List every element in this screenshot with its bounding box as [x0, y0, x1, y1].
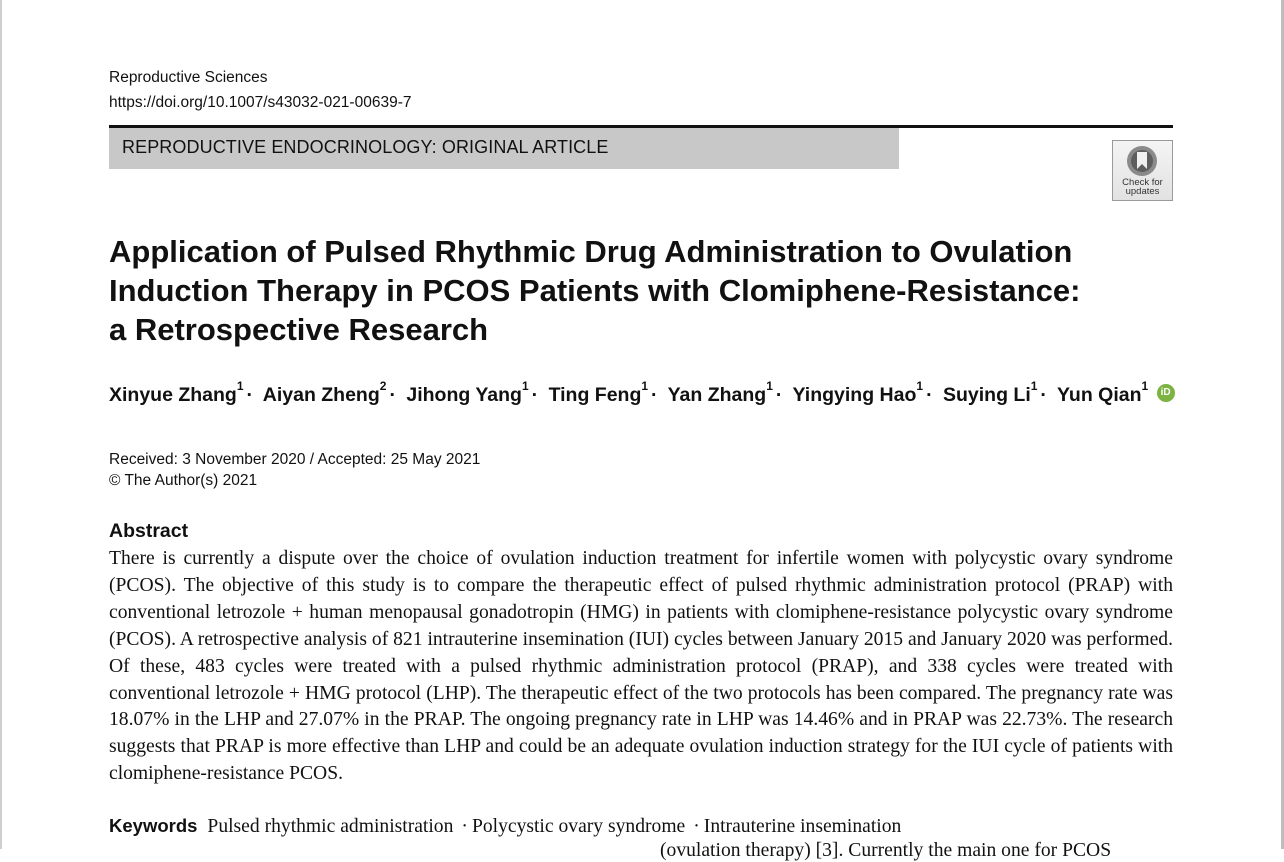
keywords-row [109, 815, 901, 838]
check-for-updates-button[interactable] [1112, 140, 1173, 201]
author-name[interactable]: Ting Feng$^1$ [548, 379, 649, 406]
section-label: REPRODUCTIVE ENDOCRINOLOGY: ORIGINAL ARTICLE [122, 137, 609, 157]
article-title [109, 232, 1089, 349]
author-name[interactable]: Yun Qian$^1$ [1057, 379, 1149, 406]
affiliation-marker: 1 [766, 379, 773, 393]
author-name[interactable]: Suying Li$^1$ [942, 379, 1038, 406]
author-separator: · [775, 383, 783, 406]
affiliation-marker: 1 [236, 379, 244, 393]
abstract-body: There is currently a dispute over the choice of ovulation induction treatment for infertile women with polycystic ovary syndrome (PCOS). The objective of this study is to compare the therapeutic effect of pulsed rhythmic administration protocol (PRAP) with conventional letrozole + human menopausal gonadotropin (HMG) in patients with clomiphene-resistance polycystic ovary syndrome (PCOS). A retrospective analysis of 821 intrauterine insemination (IUI) cycles between January 2015 and January 2020 was performed. Of these, 483 cycles were treated with a pulsed rhythmic administration protocol (PRAP), and 338 cycles were treated with conventional letrozole + HMG protocol (LHP). The therapeutic effect of the two protocols has been compared. The pregnancy rate was 18.07% in the LHP and 27.07% in the PRAP. The ongoing pregnancy rate in LHP was 14.46% and in PRAP was 22.73%. The research suggests that PRAP is more effective than LHP and could be an adequate ovulation induction strategy for the IUI cycle of patients with clomiphene-resistance PCOS. [109, 548, 1173, 785]
received-accepted-dates: Received: 3 November 2020 / Accepted: 25 May 2021 [109, 451, 481, 468]
author-separator: · [926, 383, 933, 406]
body-text-cutoff: (ovulation therapy) [3]. Currently the main one for PCOS [660, 840, 1112, 861]
author-separator: · [246, 383, 254, 406]
copyright-notice: © The Author(s) 2021 [109, 472, 258, 489]
keyword-separator: · [693, 816, 700, 837]
author-name[interactable]: Xinyue Zhang$^1$ [109, 379, 244, 406]
title-line: Induction Therapy in PCOS Patients with Clomiphene-Resistance: [109, 273, 1081, 308]
affiliation-marker: 1 [1141, 379, 1149, 393]
affiliation-marker: 1 [1030, 379, 1038, 393]
orcid-icon[interactable]: iD [1157, 384, 1175, 402]
author-name[interactable]: Yingying Hao$^1$ [792, 379, 924, 406]
author-separator: · [531, 383, 539, 406]
check-for-updates-label: Check for updates [1122, 177, 1163, 197]
section-banner [109, 128, 899, 169]
keyword: Pulsed rhythmic administration [207, 816, 454, 837]
title-line: a Retrospective Research [109, 312, 489, 347]
keyword: Polycystic ovary syndrome [471, 816, 686, 837]
affiliation-marker: 1 [521, 379, 529, 393]
bookmark-icon [1126, 145, 1158, 177]
author-name[interactable]: Aiyan Zheng$^2$ [262, 379, 387, 406]
author-name[interactable]: Jihong Yang$^1$ [406, 379, 529, 406]
abstract-heading: Abstract [109, 520, 189, 542]
journal-name: Reproductive Sciences [109, 69, 268, 86]
keywords-label: Keywords [109, 815, 198, 836]
author-name[interactable]: Yan Zhang$^1$ [667, 379, 773, 406]
affiliation-marker: 1 [916, 379, 924, 393]
keyword-separator: · [461, 816, 468, 837]
affiliation-marker: 1 [641, 379, 649, 393]
author-separator: · [1040, 383, 1047, 406]
author-list [109, 379, 1175, 407]
affiliation-marker: 2 [379, 379, 387, 393]
author-separator: · [651, 383, 658, 406]
author-separator: · [389, 383, 396, 406]
title-line: Application of Pulsed Rhythmic Drug Administration to Ovulation [109, 234, 1073, 269]
doi-link[interactable]: https://doi.org/10.1007/s43032-021-00639-7 [109, 94, 412, 111]
keyword: Intrauterine insemination [703, 816, 902, 837]
page-edge-left [0, 0, 2, 849]
